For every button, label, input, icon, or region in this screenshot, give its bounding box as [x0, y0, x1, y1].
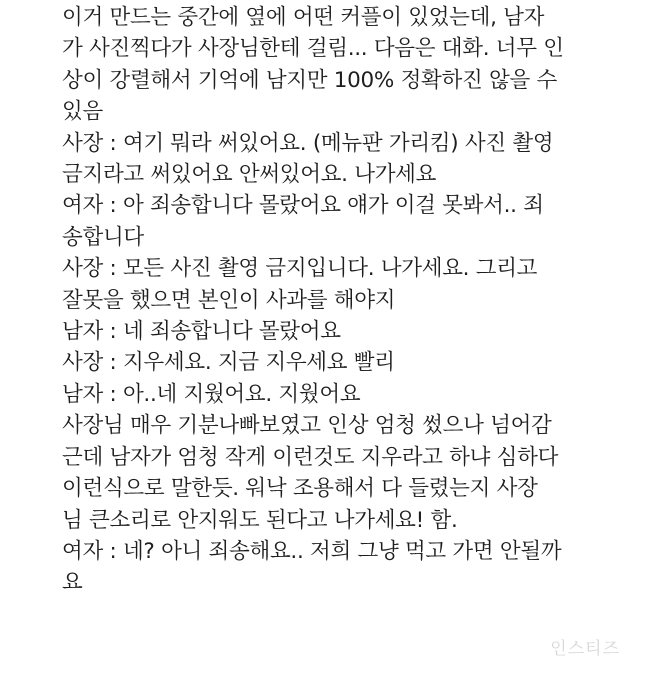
post-text-line: 님 큰소리로 안지워도 된다고 나가세요! 함. [62, 507, 458, 533]
post-text-line: 가 사진찍다가 사장님한테 걸림... 다음은 대화. 너무 인 [62, 36, 564, 62]
post-text-line: 잘못을 했으면 본인이 사과를 해야지 [62, 287, 396, 313]
post-text-line: 있음 [62, 99, 103, 125]
post-text-line: 요 [62, 570, 83, 596]
site-watermark: 인스티즈 [550, 639, 620, 659]
post-text-line: 남자 : 아..네 지웠어요. 지웠어요 [62, 381, 361, 407]
post-text-line: 사장 : 여기 뭐라 써있어요. (메뉴판 가리킴) 사진 촬영 [62, 130, 554, 156]
post-text-line: 금지라고 써있어요 안써있어요. 나가세요 [62, 162, 437, 188]
post-text-line: 이런식으로 말한듯. 워낙 조용해서 다 들렸는지 사장 [62, 476, 538, 502]
post-text-line: 사장님 매우 기분나빠보였고 인상 엄청 썼으나 넘어감 [62, 413, 552, 439]
post-text-line: 이거 만드는 중간에 옆에 어떤 커플이 있었는데, 남자 [62, 5, 545, 30]
post-text-line: 여자 : 네? 아니 죄송해요.. 저희 그냥 먹고 가면 안될까 [62, 538, 562, 564]
post-text-line: 여자 : 아 죄송합니다 몰랐어요 얘가 이걸 못봐서.. 죄 [62, 193, 544, 219]
post-text-line: 남자 : 네 죄송합니다 몰랐어요 [62, 319, 341, 345]
post-text-line: 사장 : 지우세요. 지금 지우세요 빨리 [62, 350, 395, 376]
post-text-line: 사장 : 모든 사진 촬영 금지입니다. 나가세요. 그리고 [62, 256, 538, 282]
post-text-line: 상이 강렬해서 기억에 남지만 100% 정확하진 않을 수 [62, 67, 557, 93]
post-text-line: 근데 남자가 엄청 작게 이런것도 지우라고 하냐 심하다 [62, 444, 559, 470]
post-text-line: 송합니다 [62, 224, 144, 250]
